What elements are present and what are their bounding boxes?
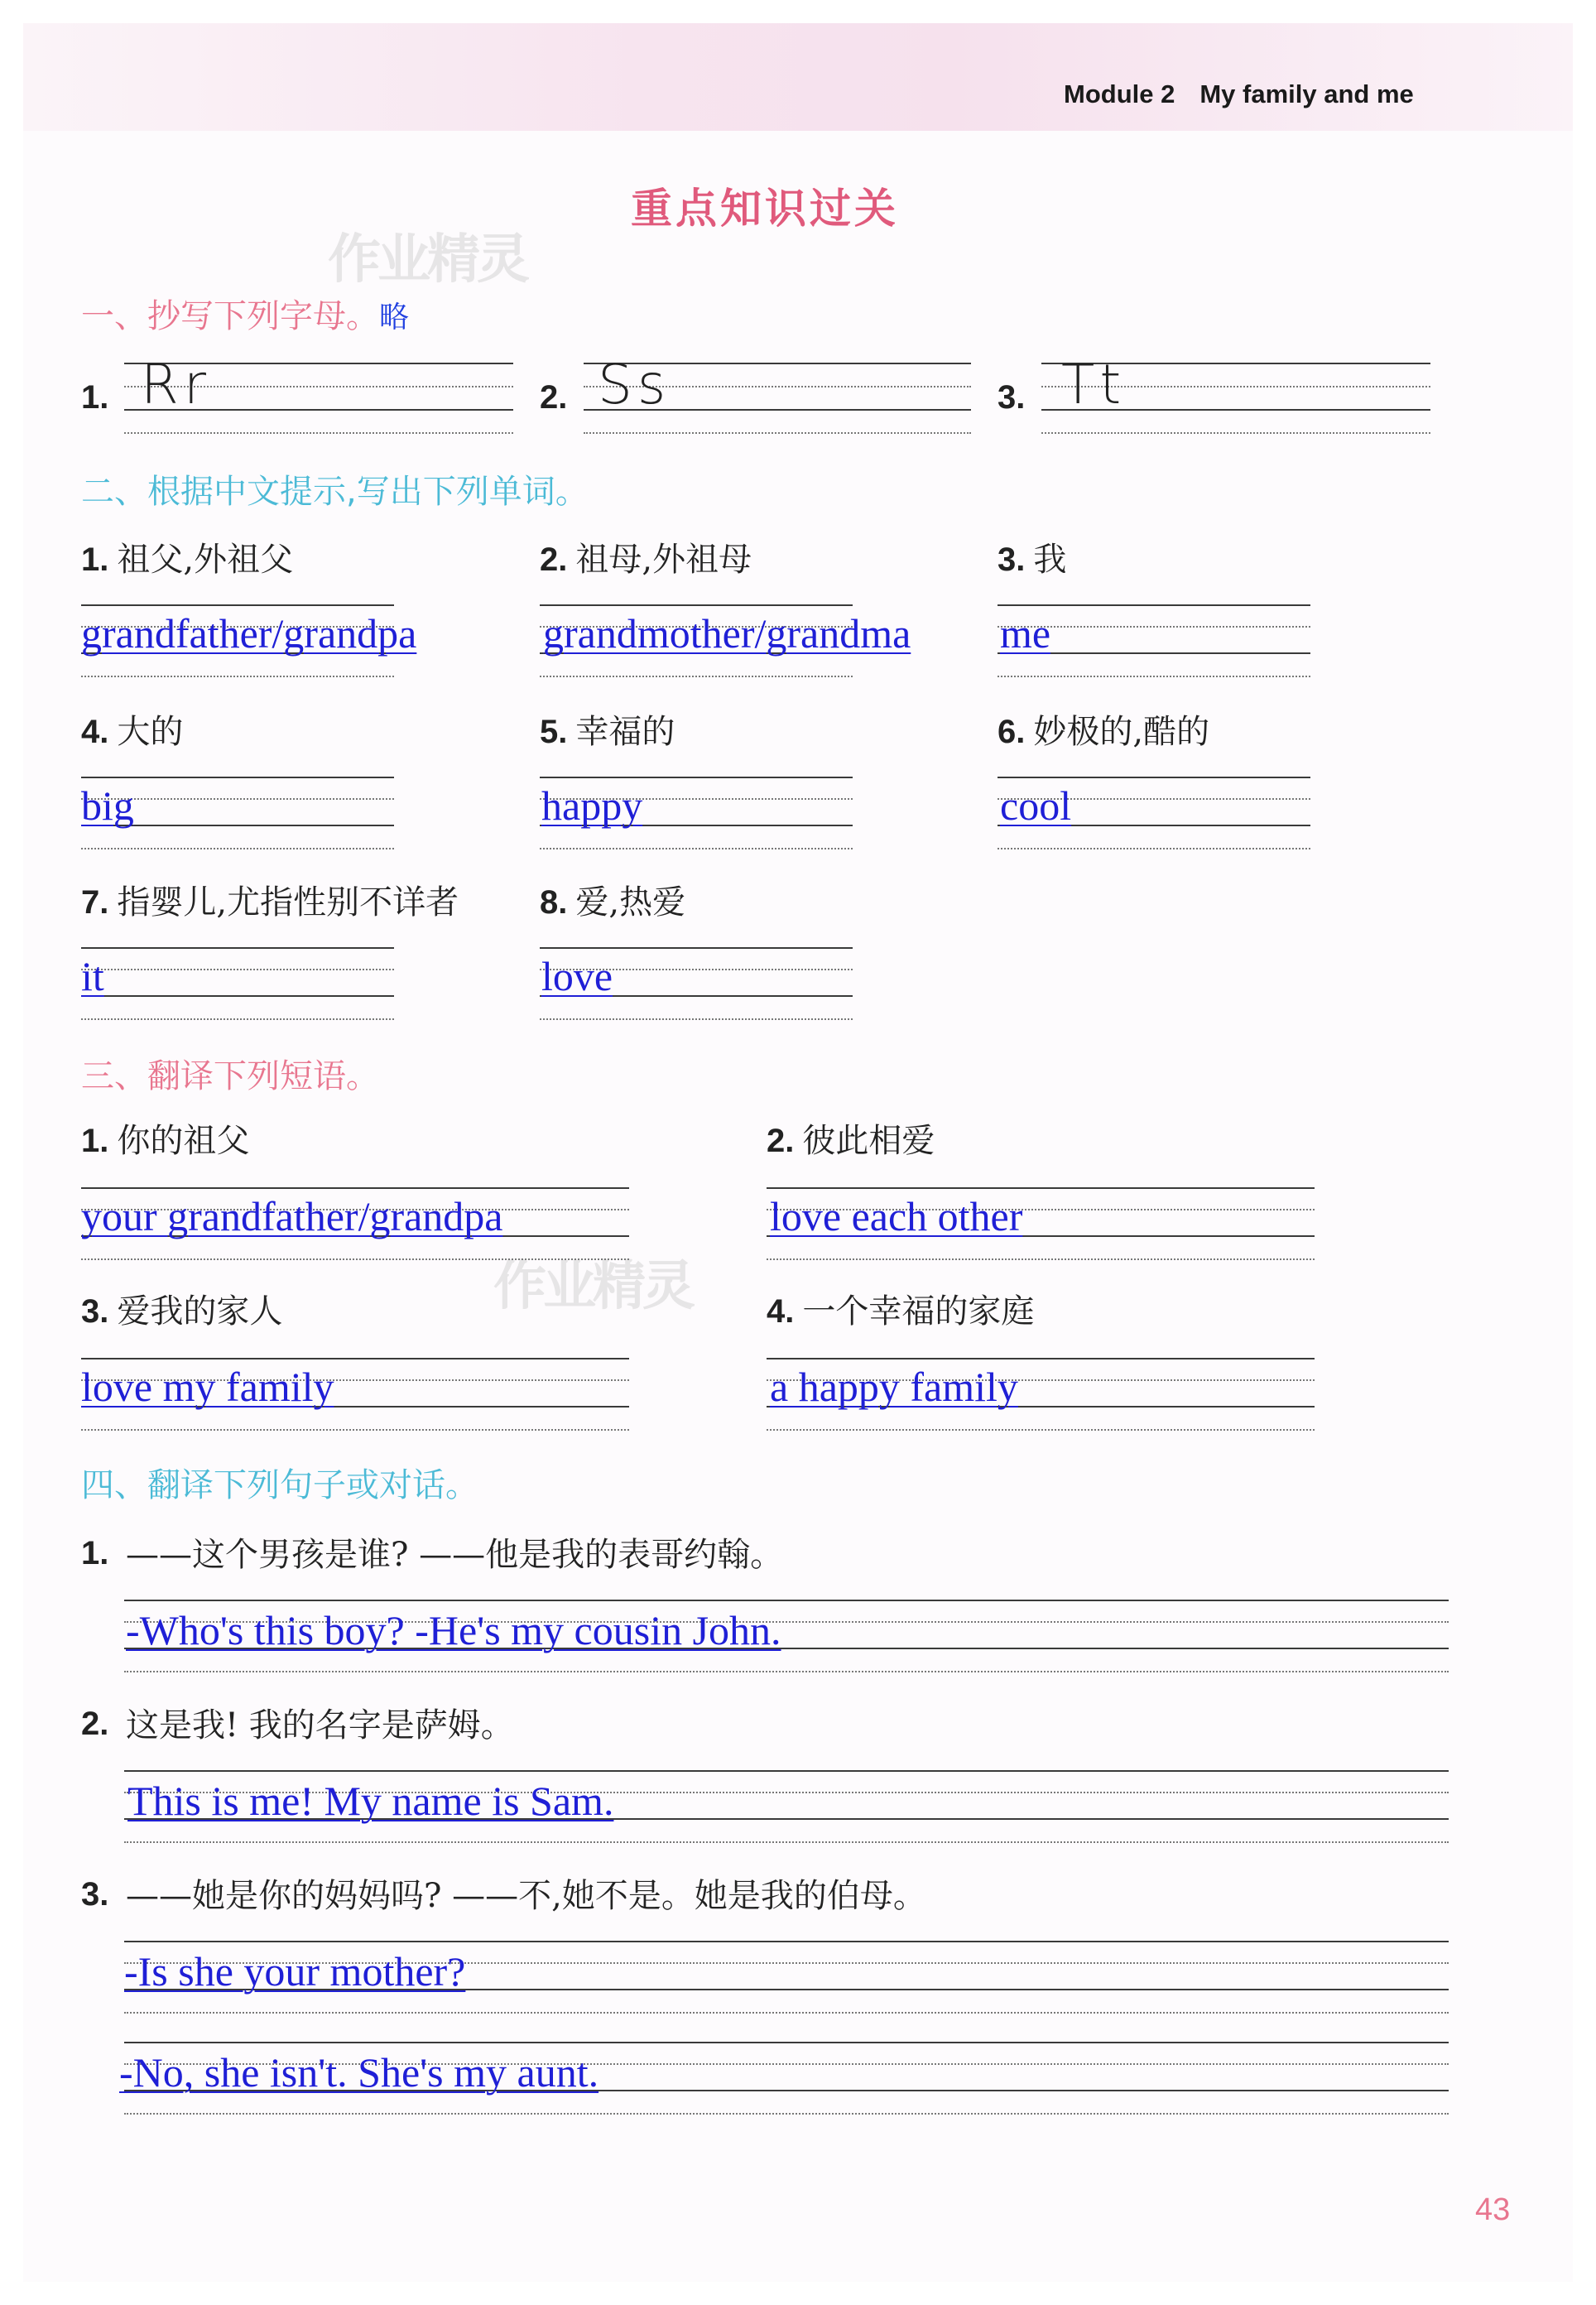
section-2-heading: 二、根据中文提示,写出下列单词。 bbox=[81, 473, 589, 511]
answer-text: -Is she your mother? bbox=[124, 1948, 466, 1995]
writing-guide-line bbox=[540, 848, 853, 849]
section-1-heading bbox=[81, 290, 409, 337]
writing-guide-line bbox=[124, 2012, 1449, 2014]
writing-line bbox=[124, 1770, 1449, 1772]
writing-line bbox=[81, 1358, 629, 1359]
section-3-heading: 三、翻译下列短语。 bbox=[81, 1057, 379, 1095]
unit-title: My family and me bbox=[1199, 79, 1414, 108]
item-number: 8. bbox=[540, 884, 568, 921]
header-band bbox=[23, 23, 1573, 131]
watermark: 作业精灵 bbox=[328, 229, 526, 291]
prompt-text: 彼此相爱 bbox=[802, 1122, 935, 1160]
word-prompt bbox=[540, 705, 675, 753]
item-number: 1. bbox=[81, 541, 109, 578]
letter-item-number: 1. bbox=[81, 379, 109, 416]
item-number: 7. bbox=[81, 884, 109, 921]
prompt-text: 爱,热爱 bbox=[575, 883, 686, 922]
letter-item-number: 2. bbox=[540, 379, 568, 416]
page-title: 重点知识过关 bbox=[631, 185, 899, 233]
word-prompt bbox=[997, 533, 1066, 580]
writing-line bbox=[540, 604, 853, 606]
writing-line bbox=[767, 1187, 1315, 1189]
writing-guide-line bbox=[81, 1018, 394, 1020]
answer-text: -No, she isn't. She's my aunt. bbox=[119, 2049, 599, 2096]
writing-guide-line bbox=[1041, 432, 1430, 434]
writing-line bbox=[124, 1600, 1449, 1601]
prompt-text: 一个幸福的家庭 bbox=[802, 1292, 1035, 1331]
writing-line bbox=[81, 604, 394, 606]
answer-text: your grandfather/grandpa bbox=[81, 1193, 503, 1239]
answer-text: grandfather/grandpa bbox=[81, 610, 417, 657]
answer-text: happy bbox=[541, 782, 643, 829]
section-4-heading: 四、翻译下列句子或对话。 bbox=[81, 1466, 478, 1504]
letter-pair: Tt bbox=[1061, 353, 1127, 416]
answer-text: a happy family bbox=[770, 1364, 1018, 1410]
answer-text: love each other bbox=[770, 1193, 1023, 1239]
word-prompt bbox=[997, 705, 1209, 753]
item-number: 3. bbox=[81, 1293, 109, 1330]
answer-text: big bbox=[81, 782, 134, 829]
prompt-text: 妙极的,酷的 bbox=[1033, 713, 1210, 751]
writing-guide-line bbox=[767, 1429, 1315, 1431]
prompt-text: 大的 bbox=[117, 713, 184, 751]
phrase-prompt bbox=[767, 1285, 1034, 1332]
writing-line bbox=[81, 777, 394, 778]
item-number: 2. bbox=[767, 1123, 795, 1159]
writing-line bbox=[997, 604, 1310, 606]
word-prompt bbox=[540, 876, 685, 923]
sentence-prompt: ——她是你的妈妈吗? ——不,她不是。她是我的伯母。 bbox=[126, 1877, 926, 1915]
writing-guide-line bbox=[81, 1429, 629, 1431]
prompt-text: 指婴儿,尤指性别不详者 bbox=[117, 883, 459, 922]
answer-text: cool bbox=[1000, 782, 1072, 829]
sentence-item-number: 1. bbox=[81, 1535, 109, 1571]
letter-item-number: 3. bbox=[997, 379, 1026, 416]
phrase-prompt bbox=[81, 1114, 249, 1162]
section-1-heading-text: 一、抄写下列字母。 bbox=[81, 297, 379, 335]
writing-guide-line bbox=[81, 969, 394, 970]
writing-line bbox=[997, 777, 1310, 778]
answer-text: -Who's this boy? -He's my cousin John. bbox=[126, 1607, 781, 1653]
prompt-text: 祖父,外祖父 bbox=[117, 541, 294, 579]
writing-guide-line bbox=[540, 1018, 853, 1020]
answer-text: love bbox=[541, 953, 613, 999]
writing-line bbox=[124, 2042, 1449, 2043]
writing-line bbox=[540, 777, 853, 778]
writing-guide-line bbox=[81, 1258, 629, 1260]
word-prompt bbox=[540, 533, 752, 580]
sentence-prompt: ——这个男孩是谁? ——他是我的表哥约翰。 bbox=[126, 1536, 784, 1574]
section-1-note: 略 bbox=[379, 301, 410, 334]
sentence-prompt: 这是我! 我的名字是萨姆。 bbox=[126, 1706, 514, 1744]
page-number: 43 bbox=[1475, 2192, 1511, 2227]
prompt-text: 我 bbox=[1033, 541, 1067, 579]
writing-line bbox=[124, 1941, 1449, 1942]
letter-pair: Ss bbox=[598, 353, 671, 416]
prompt-text: 爱我的家人 bbox=[117, 1292, 283, 1331]
phrase-prompt bbox=[81, 1285, 282, 1332]
writing-guide-line bbox=[767, 1258, 1315, 1260]
writing-guide-line bbox=[124, 1841, 1449, 1843]
item-number: 5. bbox=[540, 714, 568, 750]
writing-guide-line bbox=[540, 676, 853, 677]
answer-text: This is me! My name is Sam. bbox=[127, 1778, 614, 1824]
phrase-prompt bbox=[767, 1114, 935, 1162]
writing-guide-line bbox=[584, 432, 971, 434]
sentence-item-number: 3. bbox=[81, 1876, 109, 1913]
prompt-text: 你的祖父 bbox=[117, 1122, 250, 1160]
sentence-item-number: 2. bbox=[81, 1706, 109, 1742]
watermark: 作业精灵 bbox=[493, 1256, 692, 1317]
word-prompt bbox=[81, 876, 459, 923]
item-number: 1. bbox=[81, 1123, 109, 1159]
item-number: 3. bbox=[997, 541, 1026, 578]
answer-text: love my family bbox=[81, 1364, 334, 1410]
item-number: 6. bbox=[997, 714, 1026, 750]
item-number: 4. bbox=[767, 1293, 795, 1330]
word-prompt bbox=[81, 533, 293, 580]
prompt-text: 祖母,外祖母 bbox=[575, 541, 752, 579]
writing-guide-line bbox=[81, 848, 394, 849]
writing-line bbox=[767, 1358, 1315, 1359]
writing-guide-line bbox=[124, 2113, 1449, 2115]
writing-guide-line bbox=[997, 848, 1310, 849]
writing-line bbox=[540, 947, 853, 949]
writing-line bbox=[81, 947, 394, 949]
prompt-text: 幸福的 bbox=[575, 713, 675, 751]
module-header bbox=[1064, 79, 1414, 109]
item-number: 2. bbox=[540, 541, 568, 578]
answer-text: grandmother/grandma bbox=[543, 610, 911, 657]
writing-guide-line bbox=[997, 676, 1310, 677]
answer-text: it bbox=[81, 953, 104, 999]
writing-guide-line bbox=[124, 1671, 1449, 1672]
module-number: Module 2 bbox=[1064, 79, 1175, 108]
word-prompt bbox=[81, 705, 183, 753]
writing-guide-line bbox=[124, 432, 513, 434]
letter-pair: Rr bbox=[141, 353, 211, 416]
writing-line bbox=[81, 995, 394, 997]
writing-guide-line bbox=[81, 676, 394, 677]
item-number: 4. bbox=[81, 714, 109, 750]
answer-text: me bbox=[1000, 610, 1051, 657]
writing-line bbox=[81, 1187, 629, 1189]
